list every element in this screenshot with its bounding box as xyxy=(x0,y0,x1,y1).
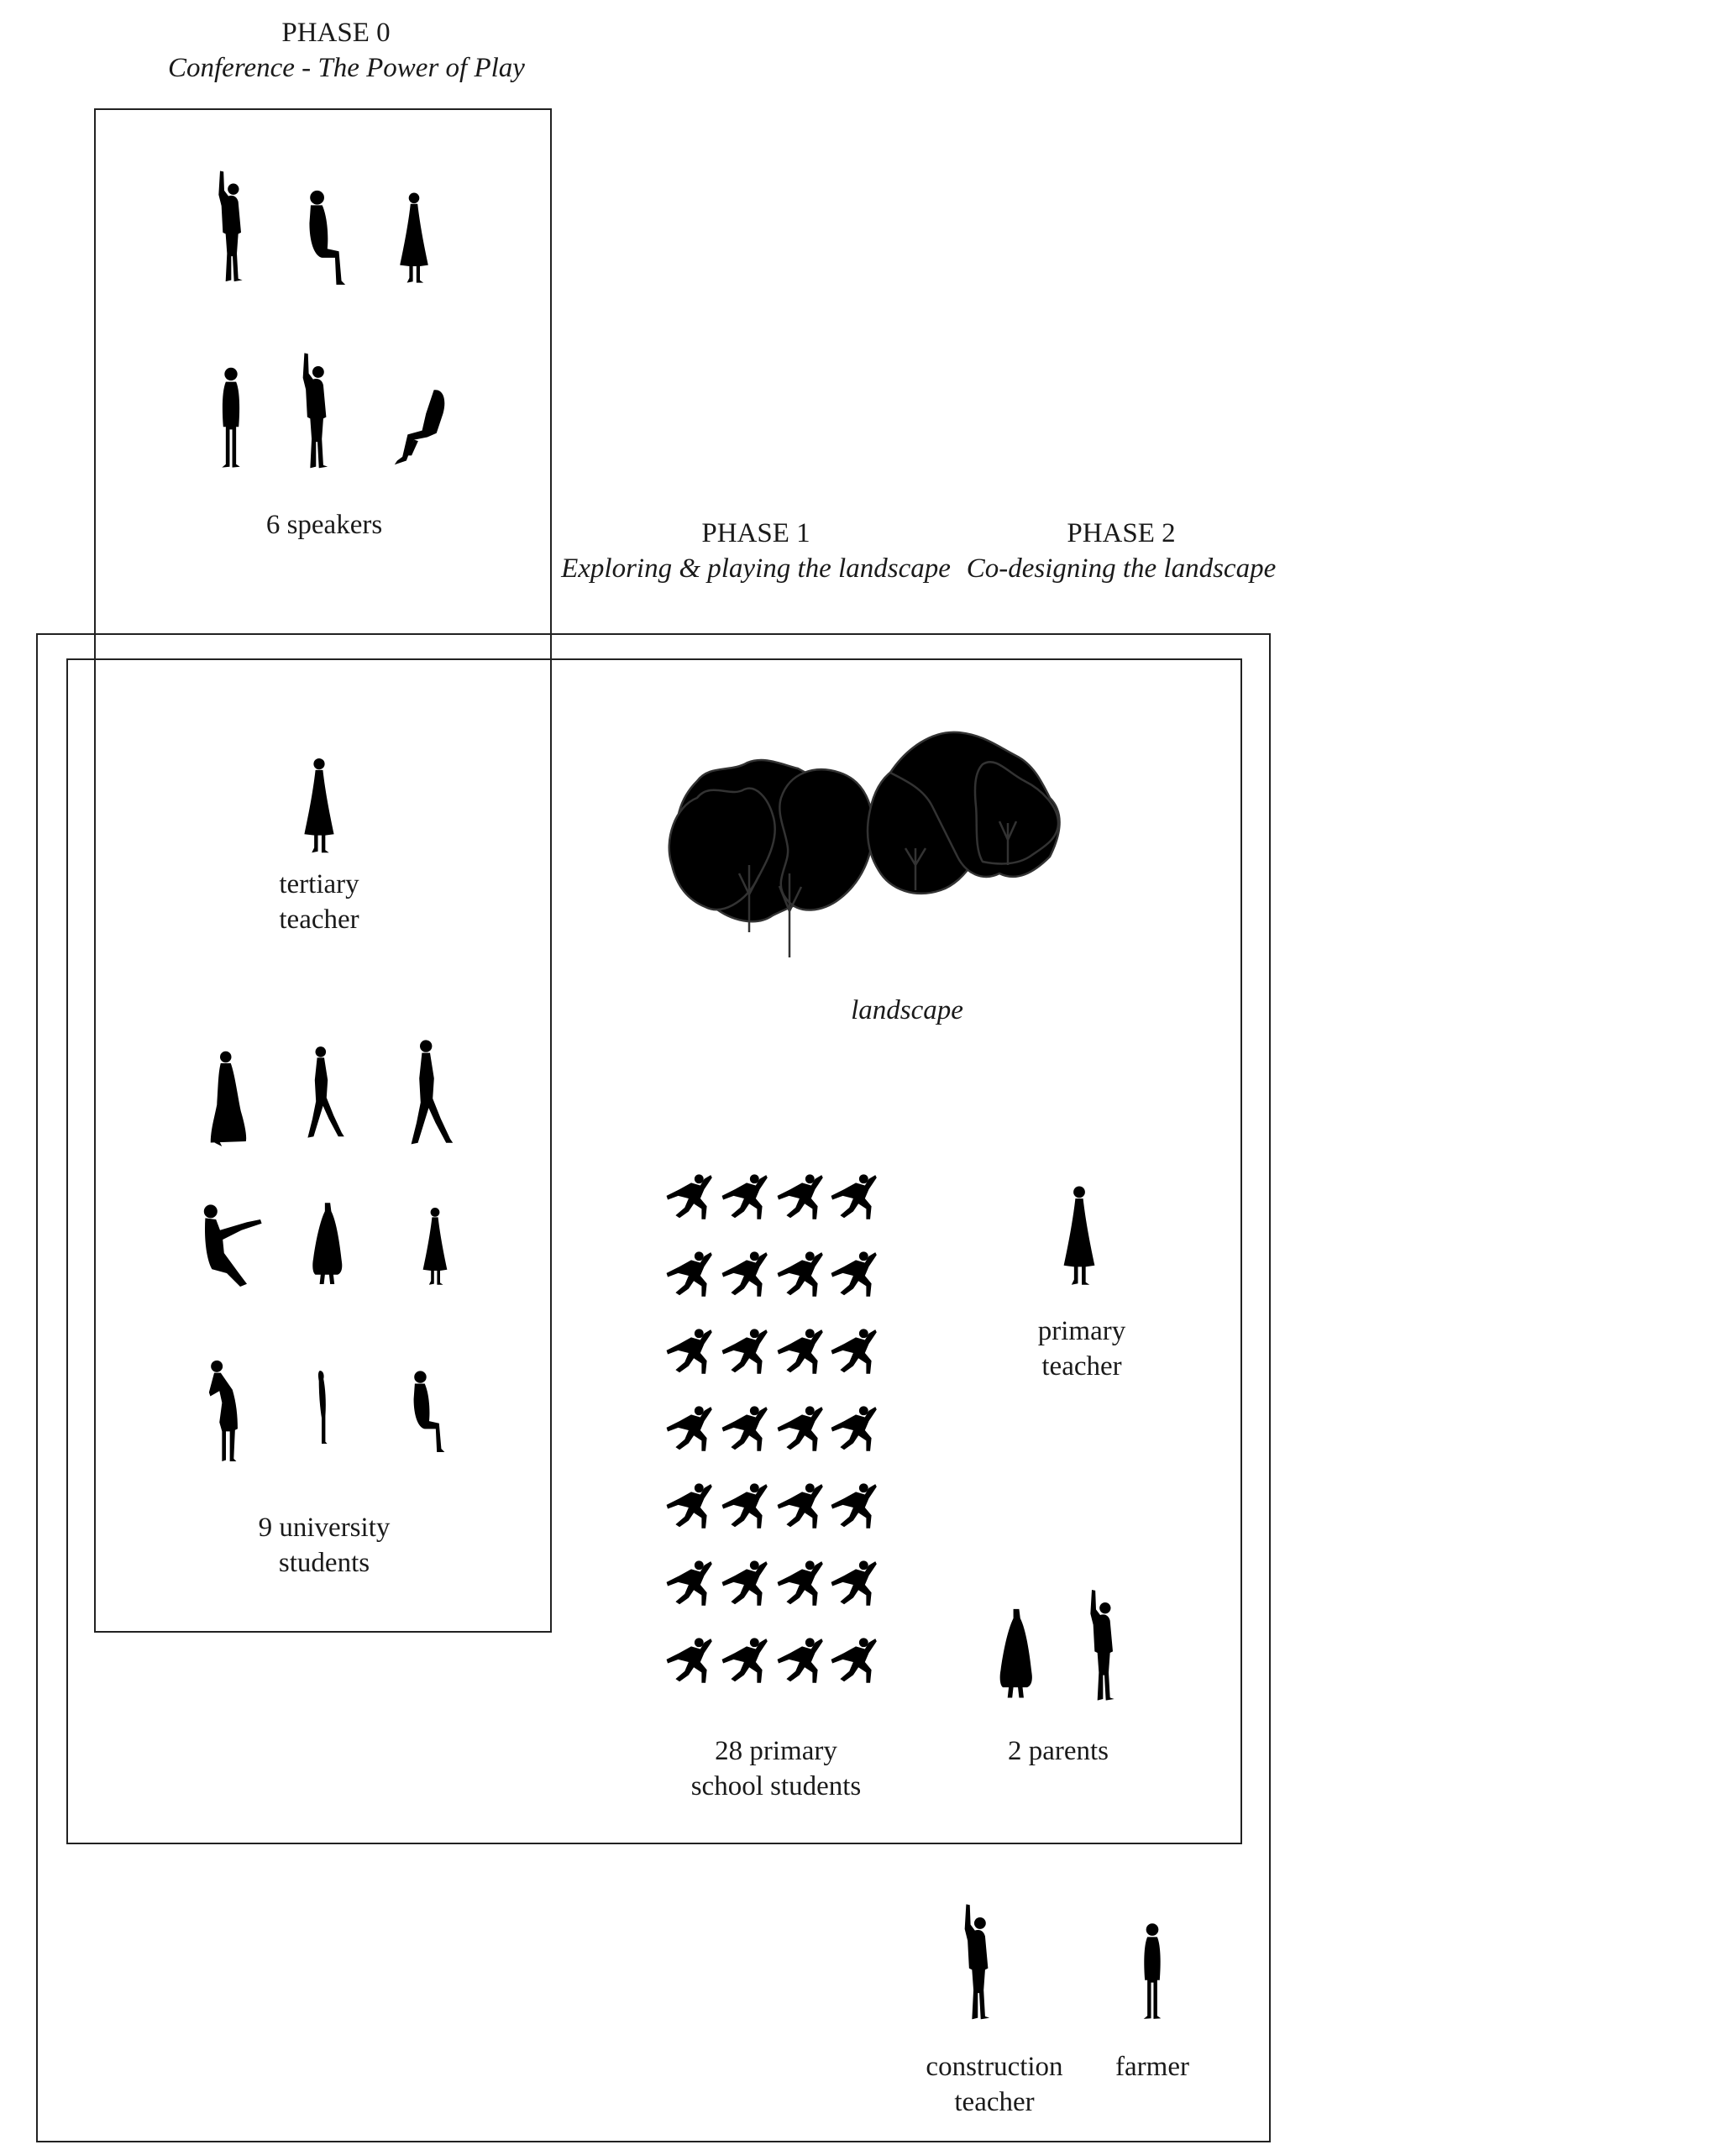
university-student-figure xyxy=(200,1196,267,1297)
parent-figure xyxy=(996,1599,1036,1707)
primary-student-figure xyxy=(665,1481,717,1534)
primary-student-figure xyxy=(776,1404,828,1456)
phase0-title: PHASE 0 xyxy=(281,18,391,48)
primary-students-line1: 28 primary xyxy=(715,1736,837,1766)
farmer-label: farmer xyxy=(1115,2052,1189,2082)
speaker-figure-reclining xyxy=(388,385,454,469)
university-student-figure xyxy=(390,1038,470,1146)
primary-student-figure xyxy=(721,1172,773,1224)
primary-students-line2: school students xyxy=(690,1771,862,1801)
parent-figure xyxy=(1083,1582,1125,1707)
primary-student-figure xyxy=(665,1559,717,1611)
university-students-label xyxy=(198,1510,450,1581)
phase0-subtitle: Conference - The Power of Play xyxy=(168,53,525,83)
parents-label: 2 parents xyxy=(1007,1736,1109,1766)
primary-student-figure xyxy=(665,1250,717,1302)
tertiary-teacher-figure xyxy=(301,752,338,857)
university-student-figure xyxy=(420,1194,450,1297)
primary-student-figure xyxy=(830,1327,882,1379)
speaker-figure-pointing xyxy=(296,349,339,470)
phase2-title: PHASE 2 xyxy=(1067,518,1176,548)
primary-student-figure xyxy=(776,1172,828,1224)
primary-teacher-line2: teacher xyxy=(1041,1351,1122,1382)
university-student-figure xyxy=(205,1357,247,1461)
primary-student-figure xyxy=(776,1636,828,1688)
primary-teacher-line1: primary xyxy=(1037,1316,1126,1346)
primary-teacher-figure xyxy=(1060,1181,1099,1288)
primary-student-figure xyxy=(721,1250,773,1302)
university-student-figure xyxy=(312,1350,331,1463)
construction-teacher-line2: teacher xyxy=(954,2087,1035,2117)
phase1-header xyxy=(554,516,957,586)
phase2-header xyxy=(966,516,1277,586)
primary-student-figure xyxy=(830,1172,882,1224)
speaker-figure-dress xyxy=(396,186,432,287)
phase2-subtitle: Co-designing the landscape xyxy=(966,553,1277,584)
university-student-figure xyxy=(202,1048,254,1149)
primary-students-grid xyxy=(665,1172,884,1710)
tertiary-teacher-label xyxy=(193,867,445,937)
landscape-label: landscape xyxy=(851,995,963,1025)
construction-teacher-figure xyxy=(957,1898,1001,2024)
primary-student-figure xyxy=(776,1327,828,1379)
phase1-title: PHASE 1 xyxy=(701,518,810,548)
primary-student-figure xyxy=(776,1481,828,1534)
tertiary-teacher-line2: teacher xyxy=(279,905,359,935)
speaker-figure-standing xyxy=(212,363,250,470)
construction-teacher-line1: construction xyxy=(926,2052,1063,2082)
landscape-trees-drawing xyxy=(663,722,1083,974)
phase1-subtitle: Exploring & playing the landscape xyxy=(561,553,951,584)
primary-students-label xyxy=(650,1733,902,1804)
speaker-figure-seated xyxy=(302,185,349,287)
primary-student-figure xyxy=(665,1327,717,1379)
primary-student-figure xyxy=(721,1404,773,1456)
university-student-figure xyxy=(309,1189,346,1297)
tertiary-teacher-line1: tertiary xyxy=(279,869,359,899)
primary-student-figure xyxy=(665,1172,717,1224)
primary-teacher-label xyxy=(956,1314,1208,1384)
primary-student-figure xyxy=(665,1636,717,1688)
primary-student-figure xyxy=(830,1636,882,1688)
primary-student-figure xyxy=(721,1481,773,1534)
primary-student-figure xyxy=(830,1481,882,1534)
speakers-label: 6 speakers xyxy=(265,510,383,540)
primary-student-figure xyxy=(776,1250,828,1302)
farmer-figure xyxy=(1134,1915,1171,2026)
primary-student-figure xyxy=(665,1404,717,1456)
university-students-line1: 9 university xyxy=(258,1513,391,1543)
phase0-header xyxy=(168,15,525,86)
primary-student-figure xyxy=(830,1404,882,1456)
university-student-figure xyxy=(301,1038,348,1146)
university-students-line2: students xyxy=(278,1548,370,1578)
primary-student-figure xyxy=(830,1250,882,1302)
speaker-figure-waving xyxy=(212,165,254,286)
primary-student-figure xyxy=(830,1559,882,1611)
primary-student-figure xyxy=(776,1559,828,1611)
university-student-figure xyxy=(408,1361,447,1460)
primary-student-figure xyxy=(721,1327,773,1379)
primary-student-figure xyxy=(721,1636,773,1688)
primary-student-figure xyxy=(721,1559,773,1611)
